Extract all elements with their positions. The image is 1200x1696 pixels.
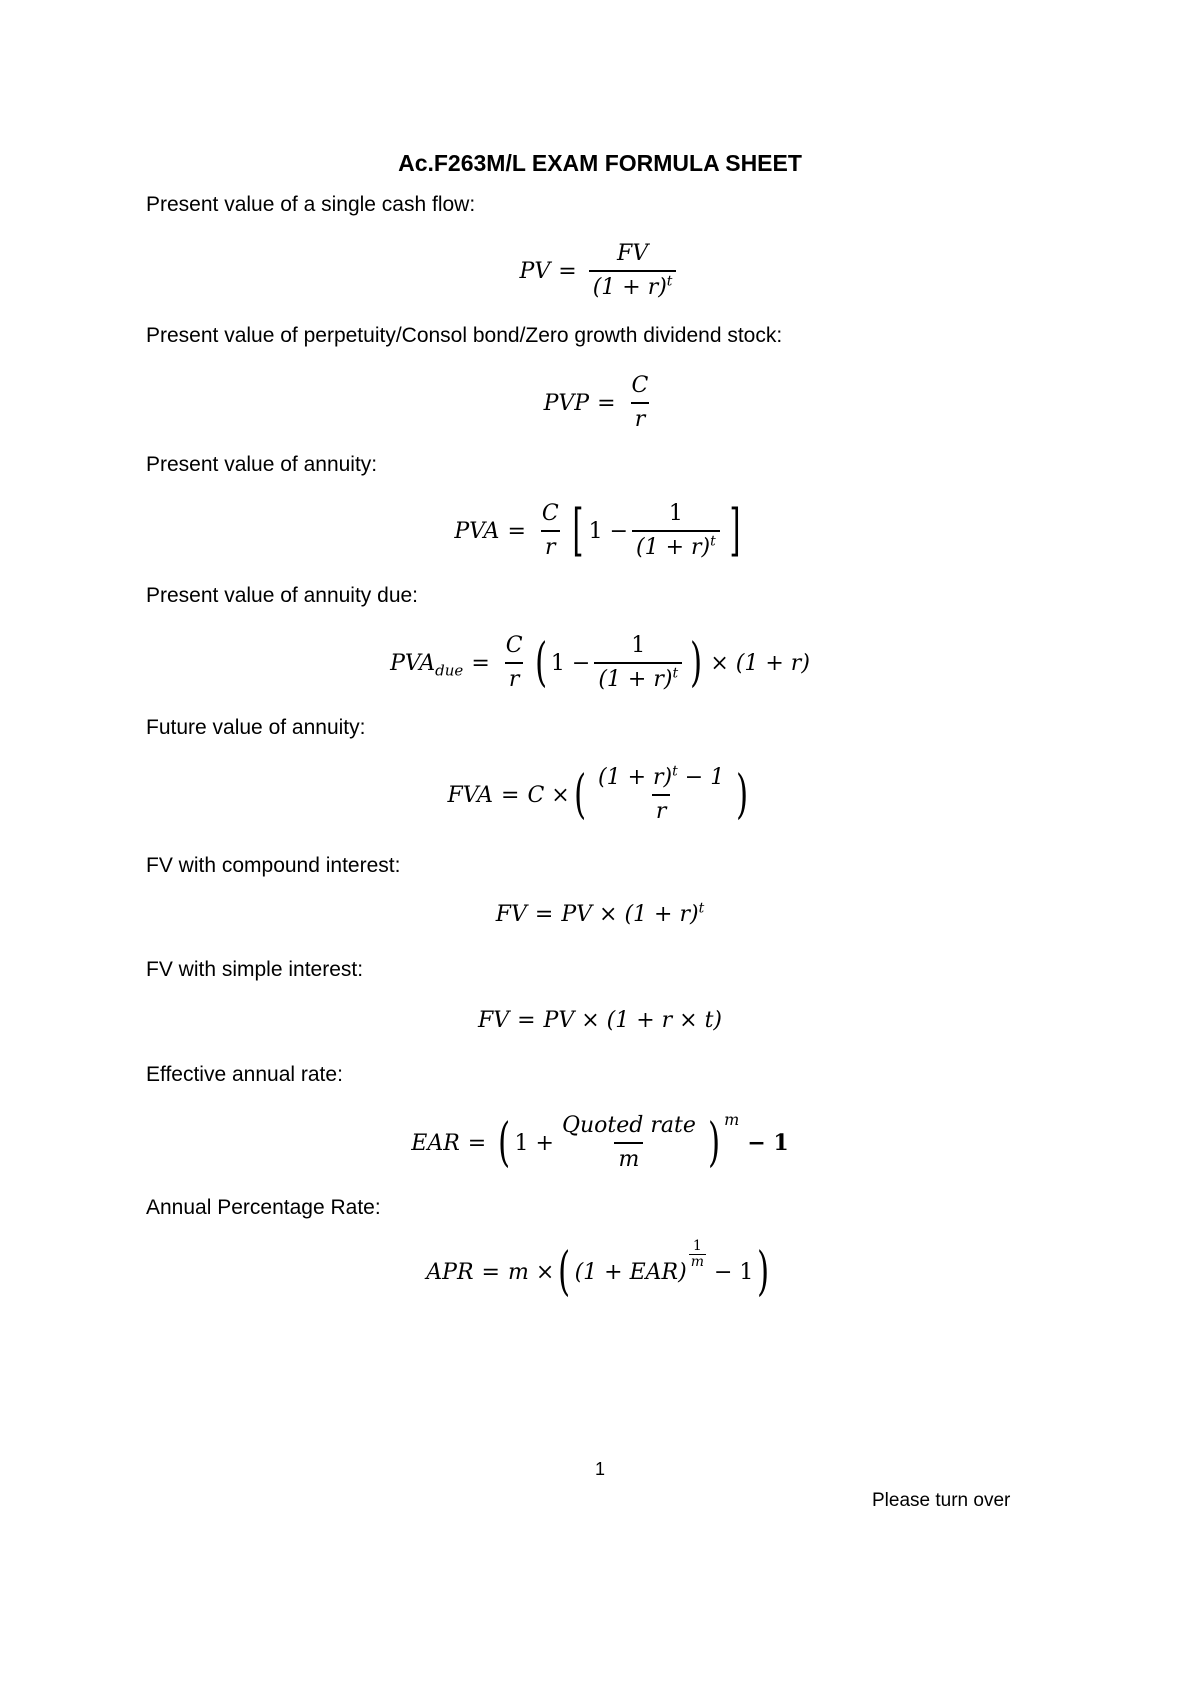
fva-denominator: r bbox=[652, 794, 671, 826]
pvp-numerator: C bbox=[631, 373, 649, 398]
fraction-pva-outer bbox=[538, 500, 563, 562]
pva-due-inner-numerator: 1 bbox=[631, 633, 646, 658]
fva-prefix: C × bbox=[527, 782, 570, 808]
fv-compound-exponent: t bbox=[698, 900, 705, 917]
ear-one-plus: 1 + bbox=[514, 1130, 554, 1156]
right-bracket: ] bbox=[729, 498, 741, 563]
pv-numerator: FV bbox=[616, 241, 649, 266]
pva-due-tail: × (1 + r) bbox=[710, 650, 810, 676]
right-paren: ) bbox=[707, 1113, 721, 1173]
heading-fv-simple: FV with simple interest: bbox=[146, 958, 364, 981]
fraction-pva-due-inner bbox=[594, 632, 682, 694]
formula-apr: APR = m × ( (1 + EAR) $\frac{1}{m}$ − 1 ) bbox=[426, 1237, 770, 1302]
heading-pva: Present value of annuity: bbox=[146, 453, 378, 476]
fraction-ear bbox=[558, 1112, 700, 1174]
fraction-pva-inner bbox=[632, 500, 720, 562]
formula-ear: EAR = ( 1 + $\frac{\text{Quoted rate}}{m}$ ) m − 1 bbox=[411, 1109, 789, 1173]
ear-tail: − 1 bbox=[747, 1130, 789, 1156]
lhs-ear: EAR bbox=[411, 1130, 460, 1156]
apr-exponent-fraction bbox=[689, 1239, 706, 1270]
lhs-pva-due-subscript: due bbox=[435, 660, 464, 679]
pv-exponent: t bbox=[666, 273, 673, 290]
pvp-denominator: r bbox=[631, 402, 650, 434]
heading-ear: Effective annual rate: bbox=[146, 1063, 343, 1086]
heading-fva: Future value of annuity: bbox=[146, 716, 366, 739]
apr-tail: − 1 bbox=[713, 1259, 754, 1285]
apr-exponent-numerator: 1 bbox=[692, 1237, 702, 1254]
left-paren: ( bbox=[534, 633, 547, 693]
ear-exponent: m bbox=[724, 1109, 740, 1129]
pva-due-inner-denominator-base: (1 + r) bbox=[598, 667, 673, 692]
pva-due-numerator: C bbox=[505, 633, 523, 658]
lhs-pv: PV bbox=[519, 258, 551, 284]
lhs-pva-due-base: PVA bbox=[390, 650, 436, 676]
fva-numerator-base: (1 + r) bbox=[598, 765, 673, 790]
left-paren: ( bbox=[498, 1113, 511, 1173]
heading-fv-compound: FV with compound interest: bbox=[146, 854, 401, 877]
heading-apr: Annual Percentage Rate: bbox=[146, 1196, 381, 1219]
pva-denominator: r bbox=[541, 530, 560, 562]
pva-inner-denominator bbox=[632, 530, 720, 562]
pva-due-one-minus: 1 − bbox=[550, 650, 591, 676]
right-paren: ) bbox=[690, 633, 703, 693]
formula-pva: PVA = $\frac{C}{r}$ [ 1 − $\frac{1}{(1 + r)^t}$ ] bbox=[454, 498, 741, 563]
pva-numerator: C bbox=[541, 501, 559, 526]
formula-pva-due: $PVA_{due}$ = $\frac{C}{r}$ ( 1 − $\frac{1}{(1 + r)^t}$ ) × (1 + r) bbox=[390, 633, 810, 693]
apr-exponent-denominator: m bbox=[690, 1253, 704, 1270]
fv-compound-rhs bbox=[561, 902, 704, 927]
fraction-pv bbox=[589, 240, 677, 302]
fv-simple-rhs: PV × (1 + r × t) bbox=[543, 1008, 723, 1033]
formula-fva: FVA = C × ( $\frac{(1 + r)^t - 1}{r}$ ) bbox=[447, 763, 749, 825]
left-paren: ( bbox=[558, 1242, 571, 1302]
heading-pva-due: Present value of annuity due: bbox=[146, 584, 419, 607]
lhs-apr: APR bbox=[426, 1259, 474, 1285]
lhs-fva: FVA bbox=[447, 782, 494, 808]
page-number: 1 bbox=[594, 1459, 605, 1479]
fva-numerator-tail: − 1 bbox=[677, 765, 725, 790]
fraction-pva-due-outer bbox=[502, 632, 527, 694]
fva-numerator bbox=[594, 764, 728, 794]
right-paren: ) bbox=[736, 765, 749, 825]
formula-fv-simple: FV = PV × (1 + r × t) bbox=[477, 1008, 723, 1033]
lhs-fv-compound: FV bbox=[495, 902, 527, 927]
page-title: Ac.F263M/L EXAM FORMULA SHEET bbox=[398, 150, 802, 176]
pva-inner-denominator-base: (1 + r) bbox=[636, 535, 711, 560]
pva-due-denominator: r bbox=[505, 662, 524, 694]
formula-fv-compound: FV = PV × $(1 + r)^t$ bbox=[495, 900, 705, 927]
fv-compound-rhs-base: PV × (1 + r) bbox=[561, 902, 699, 927]
pva-due-inner-denominator bbox=[594, 662, 682, 694]
right-paren: ) bbox=[757, 1242, 770, 1302]
left-bracket: [ bbox=[572, 498, 584, 563]
pv-denominator bbox=[589, 270, 677, 302]
pv-denominator-base: (1 + r) bbox=[592, 275, 667, 300]
pva-inner-numerator: 1 bbox=[668, 501, 683, 526]
fraction-pvp bbox=[628, 372, 653, 434]
lhs-pva: PVA bbox=[454, 518, 500, 544]
fva-exponent: t bbox=[672, 763, 678, 780]
lhs-pvp: PVP bbox=[543, 390, 590, 416]
formula-pv: PV = $\frac{FV}{(1 + r)^t}$ bbox=[0, 240, 1200, 302]
turn-over-note: Please turn over bbox=[872, 1490, 1011, 1511]
pva-due-exponent: t bbox=[672, 665, 679, 682]
ear-denominator: m bbox=[614, 1142, 643, 1174]
formula-pvp: PVP = $\frac{C}{r}$ bbox=[0, 372, 1200, 434]
left-paren: ( bbox=[573, 765, 586, 825]
ear-numerator: Quoted rate bbox=[561, 1113, 696, 1138]
fraction-fva bbox=[594, 764, 728, 826]
heading-pvp: Present value of perpetuity/Consol bond/Zero growth dividend stock: bbox=[146, 324, 783, 347]
heading-pv: Present value of a single cash flow: bbox=[146, 193, 476, 216]
pva-exponent: t bbox=[710, 533, 716, 550]
lhs-pva-due bbox=[390, 650, 464, 679]
apr-prefix: m × bbox=[507, 1259, 555, 1285]
pva-one-minus: 1 − bbox=[588, 518, 629, 544]
apr-base: (1 + EAR) bbox=[574, 1259, 687, 1285]
lhs-fv-simple: FV bbox=[477, 1008, 510, 1033]
